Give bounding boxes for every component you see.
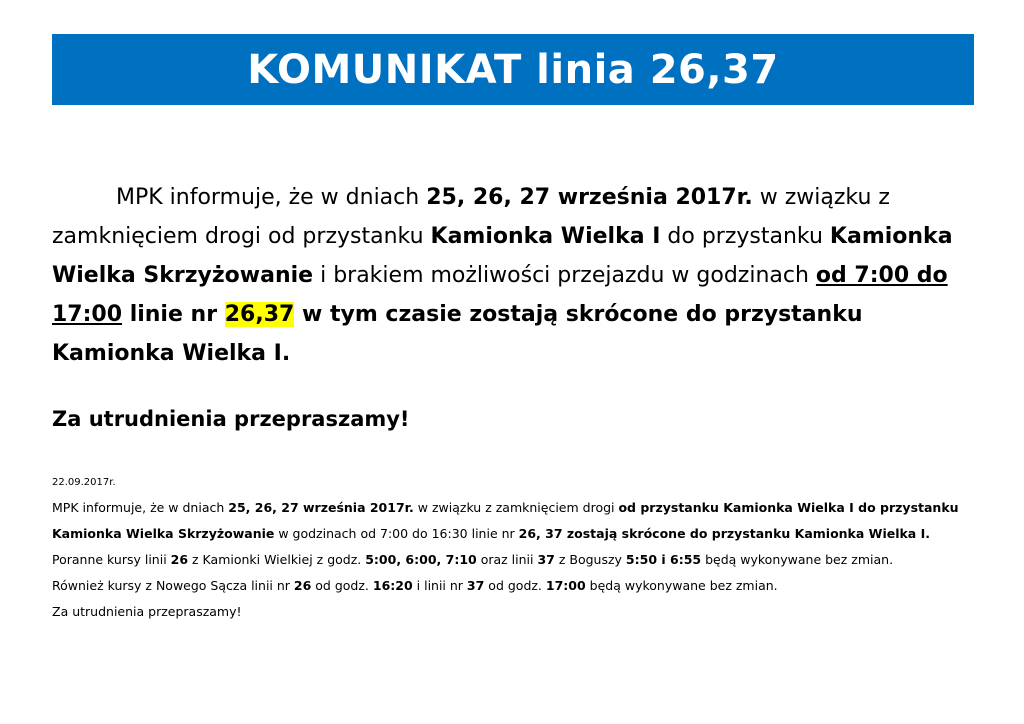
notice-text: od godz. [311,578,373,593]
notice-text: będą wykonywane bez zmian. [701,552,894,567]
announcement-text: linie nr [122,302,225,327]
notice-text: z Boguszy [554,552,626,567]
notice-times: 5:00, 6:00, 7:10 [365,552,477,567]
announcement-text: i brakiem możliwości przejazdu w godzinach [313,263,816,288]
announcement-text: w tym czasie zostają skrócone do przystanku Kamionka Wielka I. [52,302,863,366]
notice-text: oraz linii [476,552,538,567]
notice-times: 16:20 [372,578,413,593]
notice-text: w związku z zamknięciem drogi [413,500,619,515]
notice-text: MPK informuje, że w dniach [52,500,229,515]
notice-lines: 26, 37 zostają skrócone do przystanku Kamionka Wielka I. [518,526,930,541]
notice-paragraph [52,573,977,599]
notice-paragraph [52,495,977,573]
notice-text: w godzinach od 7:00 do 16:30 linie nr [274,526,519,541]
notice-line-number: 37 [537,552,555,567]
notice-line-number: 26 [293,578,312,593]
notice-line-number: 37 [466,578,485,593]
apology-heading: Za utrudnienia przepraszamy! [52,407,410,431]
stop-name: Kamionka Wielka I [430,224,661,249]
detailed-notice [52,473,977,625]
announcement-text: MPK informuje, że w dniach [116,185,427,210]
notice-text: Również kursy z Nowego Sącza linii nr [52,578,294,593]
notice-times: 5:50 i 6:55 [625,552,702,567]
notice-text: z Kamionki Wielkiej z godz. [188,552,366,567]
line-numbers: 26,37 [224,302,295,327]
stop-name: Kamionka Wielka Skrzyżowanie [52,224,953,288]
notice-text: od godz. [484,578,546,593]
main-announcement [52,178,972,373]
title-banner [52,34,974,105]
notice-text: będą wykonywane bez zmian. [585,578,778,593]
page-title: KOMUNIKAT linia 26,37 [247,46,779,93]
notice-dates: 25, 26, 27 września 2017r. [228,500,414,515]
notice-text: i linii nr [412,578,467,593]
notice-times: 17:00 [545,578,586,593]
announcement-dates: 25, 26, 27 września 2017r. [426,185,753,210]
announcement-text: w związku z zamknięciem drogi od przystanku [52,185,890,249]
notice-text: Poranne kursy linii [52,552,171,567]
announcement-paragraph [52,178,972,373]
notice-line-number: 26 [170,552,189,567]
notice-closing: Za utrudnienia przepraszamy! [52,604,242,619]
hours-range: od 7:00 do 17:00 [52,263,948,327]
notice-date: 22.09.2017r. [52,477,116,488]
announcement-text: do przystanku [660,224,830,249]
notice-stops: od przystanku Kamionka Wielka I do przystanku Kamionka Wielka Skrzyżowanie [52,500,959,541]
